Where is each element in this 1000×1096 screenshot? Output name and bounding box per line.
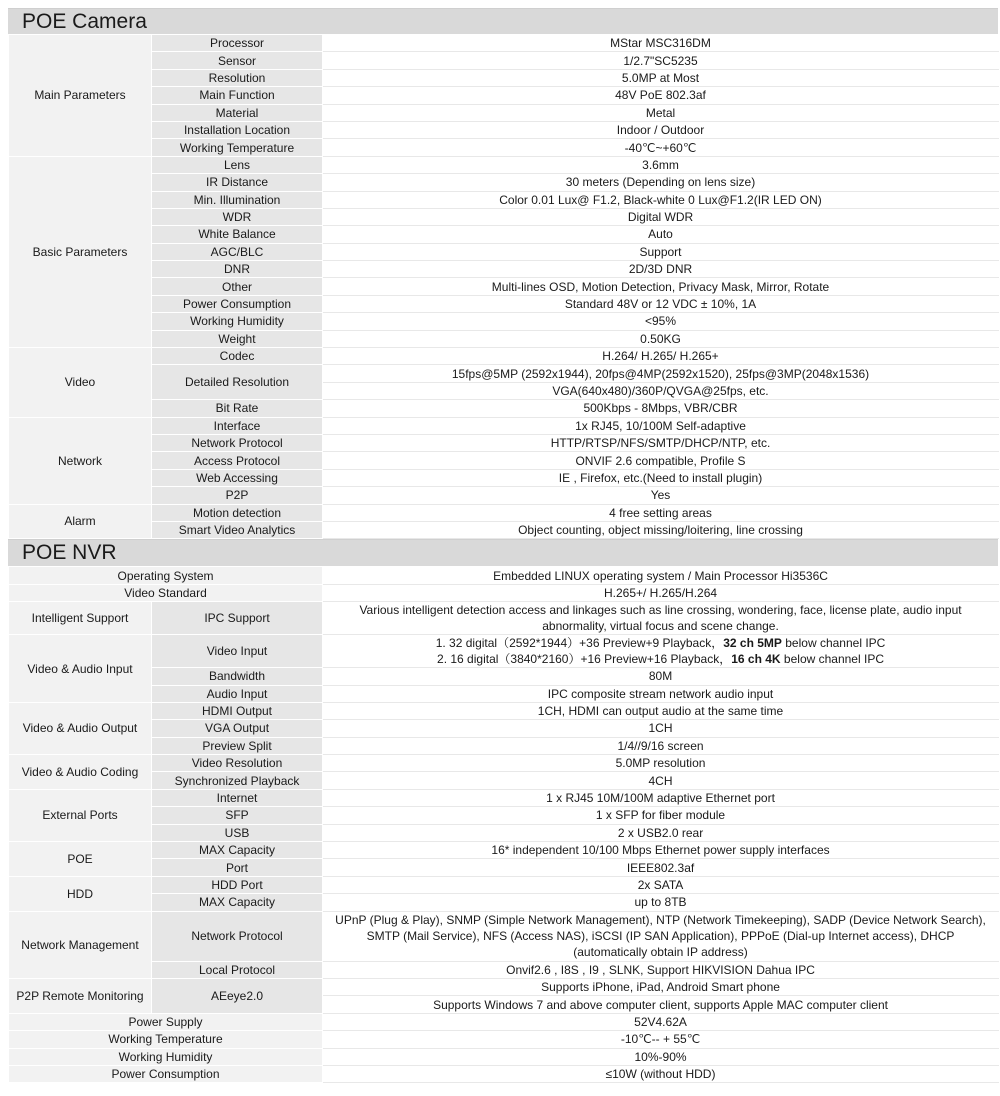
- spec-key: Bandwidth: [152, 668, 323, 685]
- spec-key: DNR: [152, 261, 323, 278]
- spec-key: SFP: [152, 807, 323, 824]
- spec-key: Synchronized Playback: [152, 772, 323, 789]
- group-label-network-management: Network Management: [9, 911, 152, 978]
- spec-value: 2D/3D DNR: [323, 261, 999, 278]
- spec-value: IE , Firefox, etc.(Need to install plugin): [323, 469, 999, 486]
- video-input-line-2: 2. 16 digital（3840*2160）+16 Preview+16 Playback，16 ch 4K below channel IPC: [437, 652, 884, 667]
- table-row: [9, 104, 999, 121]
- spec-key: Power Consumption: [9, 1065, 323, 1082]
- spec-value: 0.50KG: [323, 330, 999, 347]
- spec-value: -40℃~+60℃: [323, 139, 999, 156]
- spec-value: [323, 635, 999, 668]
- spec-key: Sensor: [152, 52, 323, 69]
- spec-value: 1/4//9/16 screen: [323, 737, 999, 754]
- table-row: [9, 156, 999, 173]
- table-row: [9, 121, 999, 138]
- table-row: [9, 87, 999, 104]
- table-row: [9, 69, 999, 86]
- table-row: [9, 978, 999, 995]
- spec-value: <95%: [323, 313, 999, 330]
- spec-key: Working Temperature: [152, 139, 323, 156]
- group-label-poe: POE: [9, 842, 152, 877]
- spec-key: Video Resolution: [152, 755, 323, 772]
- table-row: [9, 226, 999, 243]
- table-row: [9, 859, 999, 876]
- spec-value: HTTP/RTSP/NFS/SMTP/DHCP/NTP, etc.: [323, 434, 999, 451]
- spec-key: White Balance: [152, 226, 323, 243]
- spec-value: 2x SATA: [323, 876, 999, 893]
- spec-key: Access Protocol: [152, 452, 323, 469]
- spec-key: Network Protocol: [152, 911, 323, 961]
- spec-value: 4 free setting areas: [323, 504, 999, 521]
- spec-value: ≤10W (without HDD): [323, 1065, 999, 1082]
- spec-key: Web Accessing: [152, 469, 323, 486]
- spec-value: IEEE802.3af: [323, 859, 999, 876]
- spec-key: Lens: [152, 156, 323, 173]
- spec-key: HDMI Output: [152, 702, 323, 719]
- spec-key: Material: [152, 104, 323, 121]
- spec-key: Other: [152, 278, 323, 295]
- table-row: [9, 772, 999, 789]
- group-label-video-audio-input: Video & Audio Input: [9, 635, 152, 703]
- group-label-network: Network: [9, 417, 152, 504]
- spec-key: P2P: [152, 487, 323, 504]
- spec-value: IPC composite stream network audio input: [323, 685, 999, 702]
- table-row: [9, 365, 999, 382]
- table-row: [9, 824, 999, 841]
- spec-key: Installation Location: [152, 121, 323, 138]
- group-label-main-parameters: Main Parameters: [9, 35, 152, 157]
- table-row: [9, 876, 999, 893]
- camera-section-title: POE Camera: [8, 8, 998, 34]
- spec-key: Main Function: [152, 87, 323, 104]
- table-row: [9, 191, 999, 208]
- table-row: [9, 487, 999, 504]
- spec-value: Auto: [323, 226, 999, 243]
- table-row: [9, 894, 999, 911]
- spec-value: 3.6mm: [323, 156, 999, 173]
- camera-spec-table: [8, 34, 999, 539]
- spec-key: Internet: [152, 789, 323, 806]
- spec-key: WDR: [152, 208, 323, 225]
- spec-key: Preview Split: [152, 737, 323, 754]
- group-label-video-audio-output: Video & Audio Output: [9, 702, 152, 754]
- spec-value: 1x RJ45, 10/100M Self-adaptive: [323, 417, 999, 434]
- spec-key: Power Consumption: [152, 295, 323, 312]
- spec-value: Embedded LINUX operating system / Main Processor Hi3536C: [323, 567, 999, 584]
- spec-key: Working Humidity: [9, 1048, 323, 1065]
- table-row: [9, 702, 999, 719]
- table-row: [9, 1048, 999, 1065]
- spec-key: Working Humidity: [152, 313, 323, 330]
- spec-value: Color 0.01 Lux@ F1.2, Black-white 0 Lux@F1.2(IR LED ON): [323, 191, 999, 208]
- table-row: [9, 755, 999, 772]
- spec-value: Support: [323, 243, 999, 260]
- table-row: [9, 469, 999, 486]
- spec-key: Video Input: [152, 635, 323, 668]
- table-row: [9, 139, 999, 156]
- spec-value: 1CH, HDMI can output audio at the same time: [323, 702, 999, 719]
- table-row: [9, 567, 999, 584]
- spec-key: Local Protocol: [152, 961, 323, 978]
- spec-value: Onvif2.6 , I8S , I9 , SLNK, Support HIKVISION Dahua IPC: [323, 961, 999, 978]
- table-row: [9, 789, 999, 806]
- table-row: [9, 720, 999, 737]
- spec-value: 500Kbps - 8Mbps, VBR/CBR: [323, 400, 999, 417]
- spec-value: Indoor / Outdoor: [323, 121, 999, 138]
- table-row: [9, 208, 999, 225]
- table-row: [9, 452, 999, 469]
- spec-key: VGA Output: [152, 720, 323, 737]
- table-row: [9, 330, 999, 347]
- spec-value: Multi-lines OSD, Motion Detection, Privacy Mask, Mirror, Rotate: [323, 278, 999, 295]
- table-row: [9, 504, 999, 521]
- table-row: [9, 400, 999, 417]
- spec-key: Smart Video Analytics: [152, 521, 323, 538]
- spec-value: Object counting, object missing/loitering, line crossing: [323, 521, 999, 538]
- spec-key: Working Temperature: [9, 1031, 323, 1048]
- spec-value: Yes: [323, 487, 999, 504]
- group-label-external-ports: External Ports: [9, 789, 152, 841]
- spec-value: ONVIF 2.6 compatible, Profile S: [323, 452, 999, 469]
- table-row: [9, 434, 999, 451]
- nvr-spec-table: [8, 566, 999, 1083]
- spec-value: 1 x SFP for fiber module: [323, 807, 999, 824]
- table-row: [9, 737, 999, 754]
- spec-key: Interface: [152, 417, 323, 434]
- group-label-p2p-remote-monitoring: P2P Remote Monitoring: [9, 978, 152, 1013]
- table-row: [9, 521, 999, 538]
- spec-key: IR Distance: [152, 174, 323, 191]
- spec-value: VGA(640x480)/360P/QVGA@25fps, etc.: [323, 382, 999, 399]
- spec-key: Video Standard: [9, 584, 323, 601]
- spec-value: 4CH: [323, 772, 999, 789]
- spec-value: 10%-90%: [323, 1048, 999, 1065]
- spec-key: Resolution: [152, 69, 323, 86]
- table-row: [9, 348, 999, 365]
- table-row: [9, 584, 999, 601]
- spec-value: H.264/ H.265/ H.265+: [323, 348, 999, 365]
- spec-key: Motion detection: [152, 504, 323, 521]
- spec-key: Detailed Resolution: [152, 365, 323, 400]
- spec-value: 5.0MP resolution: [323, 755, 999, 772]
- video-input-line-1: 1. 32 digital（2592*1944）+36 Preview+9 Playback，32 ch 5MP below channel IPC: [435, 636, 886, 651]
- spec-value: Supports iPhone, iPad, Android Smart phone: [323, 978, 999, 995]
- group-label-video: Video: [9, 348, 152, 418]
- group-label-basic-parameters: Basic Parameters: [9, 156, 152, 347]
- spec-value: Digital WDR: [323, 208, 999, 225]
- table-row: [9, 685, 999, 702]
- spec-key: Operating System: [9, 567, 323, 584]
- spec-value: 80M: [323, 668, 999, 685]
- table-row: [9, 602, 999, 635]
- table-row: [9, 807, 999, 824]
- spec-value: 30 meters (Depending on lens size): [323, 174, 999, 191]
- table-row: [9, 1013, 999, 1030]
- table-row: [9, 295, 999, 312]
- spec-sheet: [8, 8, 998, 1083]
- table-row: [9, 668, 999, 685]
- nvr-section-title: POE NVR: [8, 539, 998, 566]
- table-row: [9, 1065, 999, 1082]
- table-row: [9, 313, 999, 330]
- spec-value: MStar MSC316DM: [323, 35, 999, 52]
- spec-value: 1 x RJ45 10M/100M adaptive Ethernet port: [323, 789, 999, 806]
- table-row: [9, 635, 999, 668]
- group-label-hdd: HDD: [9, 876, 152, 911]
- table-row: [9, 174, 999, 191]
- spec-key: Min. Illumination: [152, 191, 323, 208]
- spec-key: Audio Input: [152, 685, 323, 702]
- spec-value: 52V4.62A: [323, 1013, 999, 1030]
- table-row: [9, 417, 999, 434]
- spec-value: Various intelligent detection access and linkages such as line crossing, wondering, face, license plate, audio input abnormality, virtual focus and scene change.: [323, 602, 999, 635]
- spec-value: 5.0MP at Most: [323, 69, 999, 86]
- spec-key: Codec: [152, 348, 323, 365]
- spec-key: MAX Capacity: [152, 894, 323, 911]
- spec-value: 15fps@5MP (2592x1944), 20fps@4MP(2592x1520), 25fps@3MP(2048x1536): [323, 365, 999, 382]
- spec-value: 1CH: [323, 720, 999, 737]
- spec-key: Power Supply: [9, 1013, 323, 1030]
- spec-value: up to 8TB: [323, 894, 999, 911]
- spec-value: Standard 48V or 12 VDC ± 10%, 1A: [323, 295, 999, 312]
- spec-value: Metal: [323, 104, 999, 121]
- table-row: [9, 842, 999, 859]
- spec-value: -10℃-- + 55℃: [323, 1031, 999, 1048]
- spec-value: H.265+/ H.265/H.264: [323, 584, 999, 601]
- spec-key: MAX Capacity: [152, 842, 323, 859]
- spec-key: HDD Port: [152, 876, 323, 893]
- group-label-intelligent-support: Intelligent Support: [9, 602, 152, 635]
- spec-value: Supports Windows 7 and above computer client, supports Apple MAC computer client: [323, 996, 999, 1013]
- spec-key: Bit Rate: [152, 400, 323, 417]
- spec-key: USB: [152, 824, 323, 841]
- group-label-alarm: Alarm: [9, 504, 152, 539]
- table-row: [9, 961, 999, 978]
- spec-key: AEeye2.0: [152, 978, 323, 1013]
- spec-value: 16* independent 10/100 Mbps Ethernet power supply interfaces: [323, 842, 999, 859]
- table-row: [9, 35, 999, 52]
- spec-key: AGC/BLC: [152, 243, 323, 260]
- spec-value: UPnP (Plug & Play), SNMP (Simple Network Management), NTP (Network Timekeeping), SADP (Device Network Search), SMTP (Mail Service), NFS (Access NAS), iSCSI (IP SAN Application), PPPoE (Dial-up Internet access), DHCP (automatically obtain IP address): [323, 911, 999, 961]
- table-row: [9, 278, 999, 295]
- spec-key: Port: [152, 859, 323, 876]
- table-row: [9, 243, 999, 260]
- spec-key: Network Protocol: [152, 434, 323, 451]
- spec-value: 1/2.7"SC5235: [323, 52, 999, 69]
- spec-key: Processor: [152, 35, 323, 52]
- table-row: [9, 261, 999, 278]
- spec-key: Weight: [152, 330, 323, 347]
- table-row: [9, 52, 999, 69]
- table-row: [9, 911, 999, 961]
- group-label-video-audio-coding: Video & Audio Coding: [9, 755, 152, 790]
- table-row: [9, 1031, 999, 1048]
- spec-value: 2 x USB2.0 rear: [323, 824, 999, 841]
- spec-key: IPC Support: [152, 602, 323, 635]
- spec-value: 48V PoE 802.3af: [323, 87, 999, 104]
